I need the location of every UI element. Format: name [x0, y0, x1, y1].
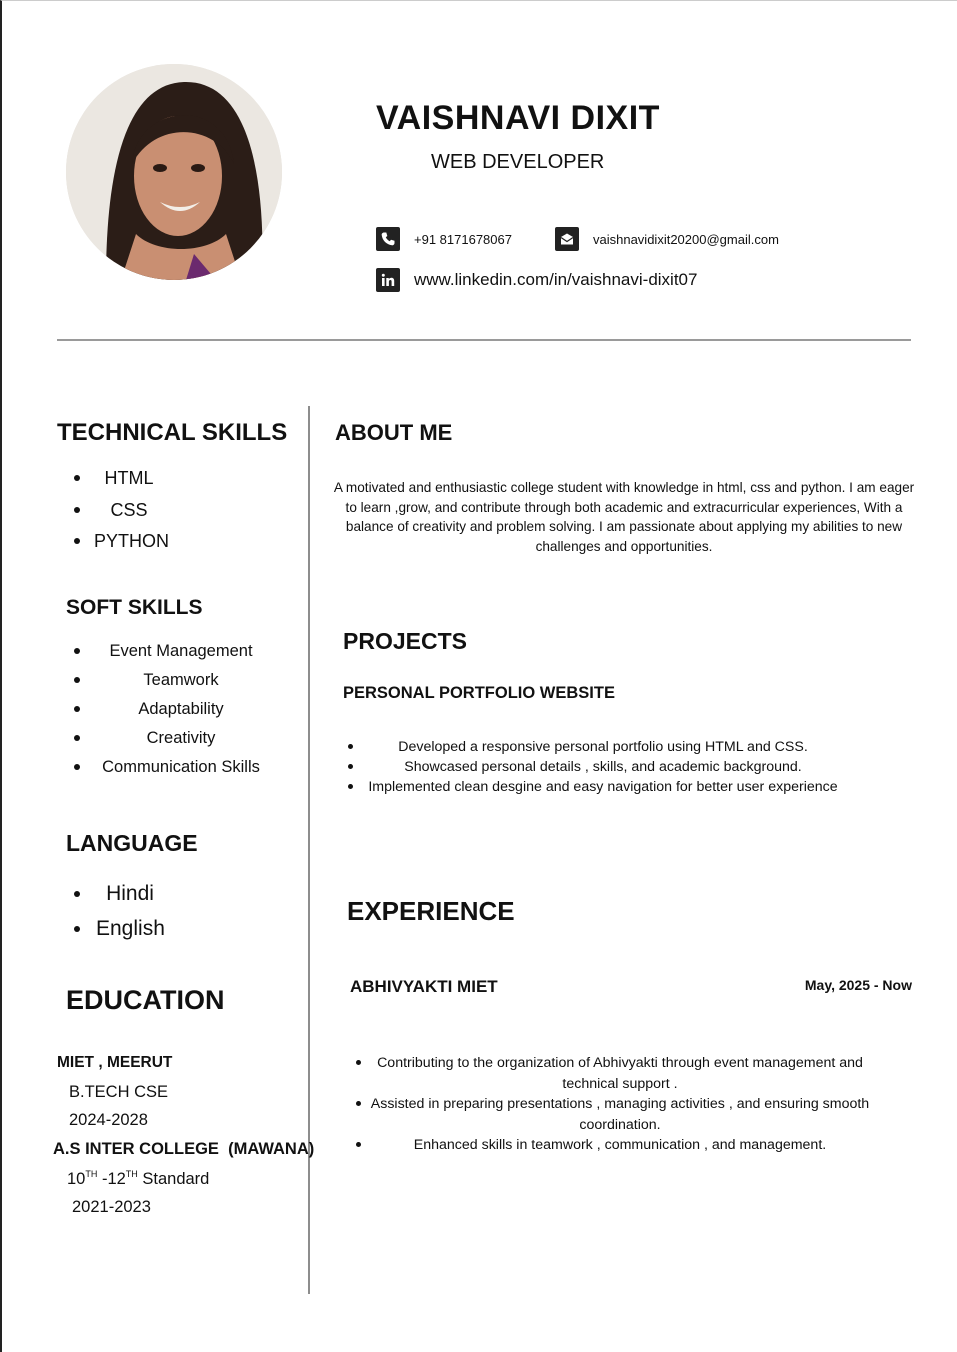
email-contact[interactable] — [555, 227, 779, 251]
linkedin-contact[interactable] — [376, 268, 697, 292]
phone-icon — [376, 227, 400, 251]
list-item: Creativity — [72, 728, 302, 757]
phone-contact[interactable] — [376, 227, 512, 251]
experience-date: May, 2025 - Now — [804, 977, 912, 993]
soft-skills-heading: SOFT SKILLS — [66, 596, 203, 619]
list-item: Event Management — [72, 641, 302, 670]
technical-skills-heading: TECHNICAL SKILLS — [57, 419, 288, 446]
list-item: Hindi — [72, 881, 272, 916]
linkedin-icon — [376, 268, 400, 292]
phone-number: +91 8171678067 — [414, 231, 512, 247]
list-item: Implemented clean desgine and easy navigation for better user experience — [343, 777, 843, 797]
profile-photo — [66, 64, 282, 280]
list-item: Contributing to the organization of Abhivyakti through event management and technical support . — [348, 1053, 878, 1094]
language-heading: LANGUAGE — [66, 830, 198, 856]
mail-icon — [555, 227, 579, 251]
header-divider — [57, 339, 911, 341]
projects-heading: PROJECTS — [343, 628, 467, 654]
list-item: Teamwork — [72, 670, 302, 699]
soft-skills-list — [72, 641, 302, 786]
profile-photo-illustration — [66, 64, 282, 280]
experience-organization: ABHIVYAKTI MIET — [350, 977, 498, 996]
list-item: Enhanced skills in teamwork , communication , and management. — [348, 1135, 878, 1156]
experience-heading: EXPERIENCE — [347, 896, 515, 926]
about-text: A motivated and enthusiastic college student with knowledge in html, css and python. I am eager to learn ,grow, and contribute through both academic and extracurricular experiences, With a balance of creativity and problem solving. I am passionate about applying my abilities to new challenges and opportunities. — [333, 480, 915, 554]
technical-skills-list — [72, 467, 232, 562]
list-item: Adaptability — [72, 699, 302, 728]
degree-years: 2024-2028 — [69, 1111, 148, 1129]
school-name: A.S INTER COLLEGE (MAWANA) — [53, 1140, 315, 1158]
job-title: WEB DEVELOPER — [431, 151, 605, 173]
about-heading: ABOUT ME — [335, 420, 453, 445]
candidate-name: VAISHNAVI DIXIT — [376, 99, 660, 137]
school-years: 2021-2023 — [72, 1198, 151, 1216]
list-item: Showcased personal details , skills, and academic background. — [343, 757, 843, 777]
language-list — [72, 881, 272, 950]
project-title: PERSONAL PORTFOLIO WEBSITE — [343, 684, 615, 702]
list-item: PYTHON — [72, 530, 232, 562]
degree: B.TECH CSE — [69, 1083, 169, 1101]
column-divider — [308, 406, 310, 1294]
list-item: Assisted in preparing presentations , managing activities , and ensuring smooth coordination. — [348, 1094, 878, 1135]
college-name: MIET , MEERUT — [57, 1054, 173, 1071]
education-heading: EDUCATION — [66, 985, 225, 1015]
school-standard: 10TH -12TH Standard — [67, 1169, 210, 1188]
list-item: Communication Skills — [72, 757, 302, 786]
list-item: English — [72, 916, 272, 951]
list-item: HTML — [72, 467, 232, 499]
linkedin-url: www.linkedin.com/in/vaishnavi-dixit07 — [414, 270, 698, 289]
list-item: CSS — [72, 499, 232, 531]
email-address: vaishnavidixit20200@gmail.com — [593, 231, 779, 247]
experience-details-list — [348, 1053, 878, 1156]
project-details-list — [343, 737, 843, 797]
list-item: Developed a responsive personal portfolio using HTML and CSS. — [343, 737, 843, 757]
